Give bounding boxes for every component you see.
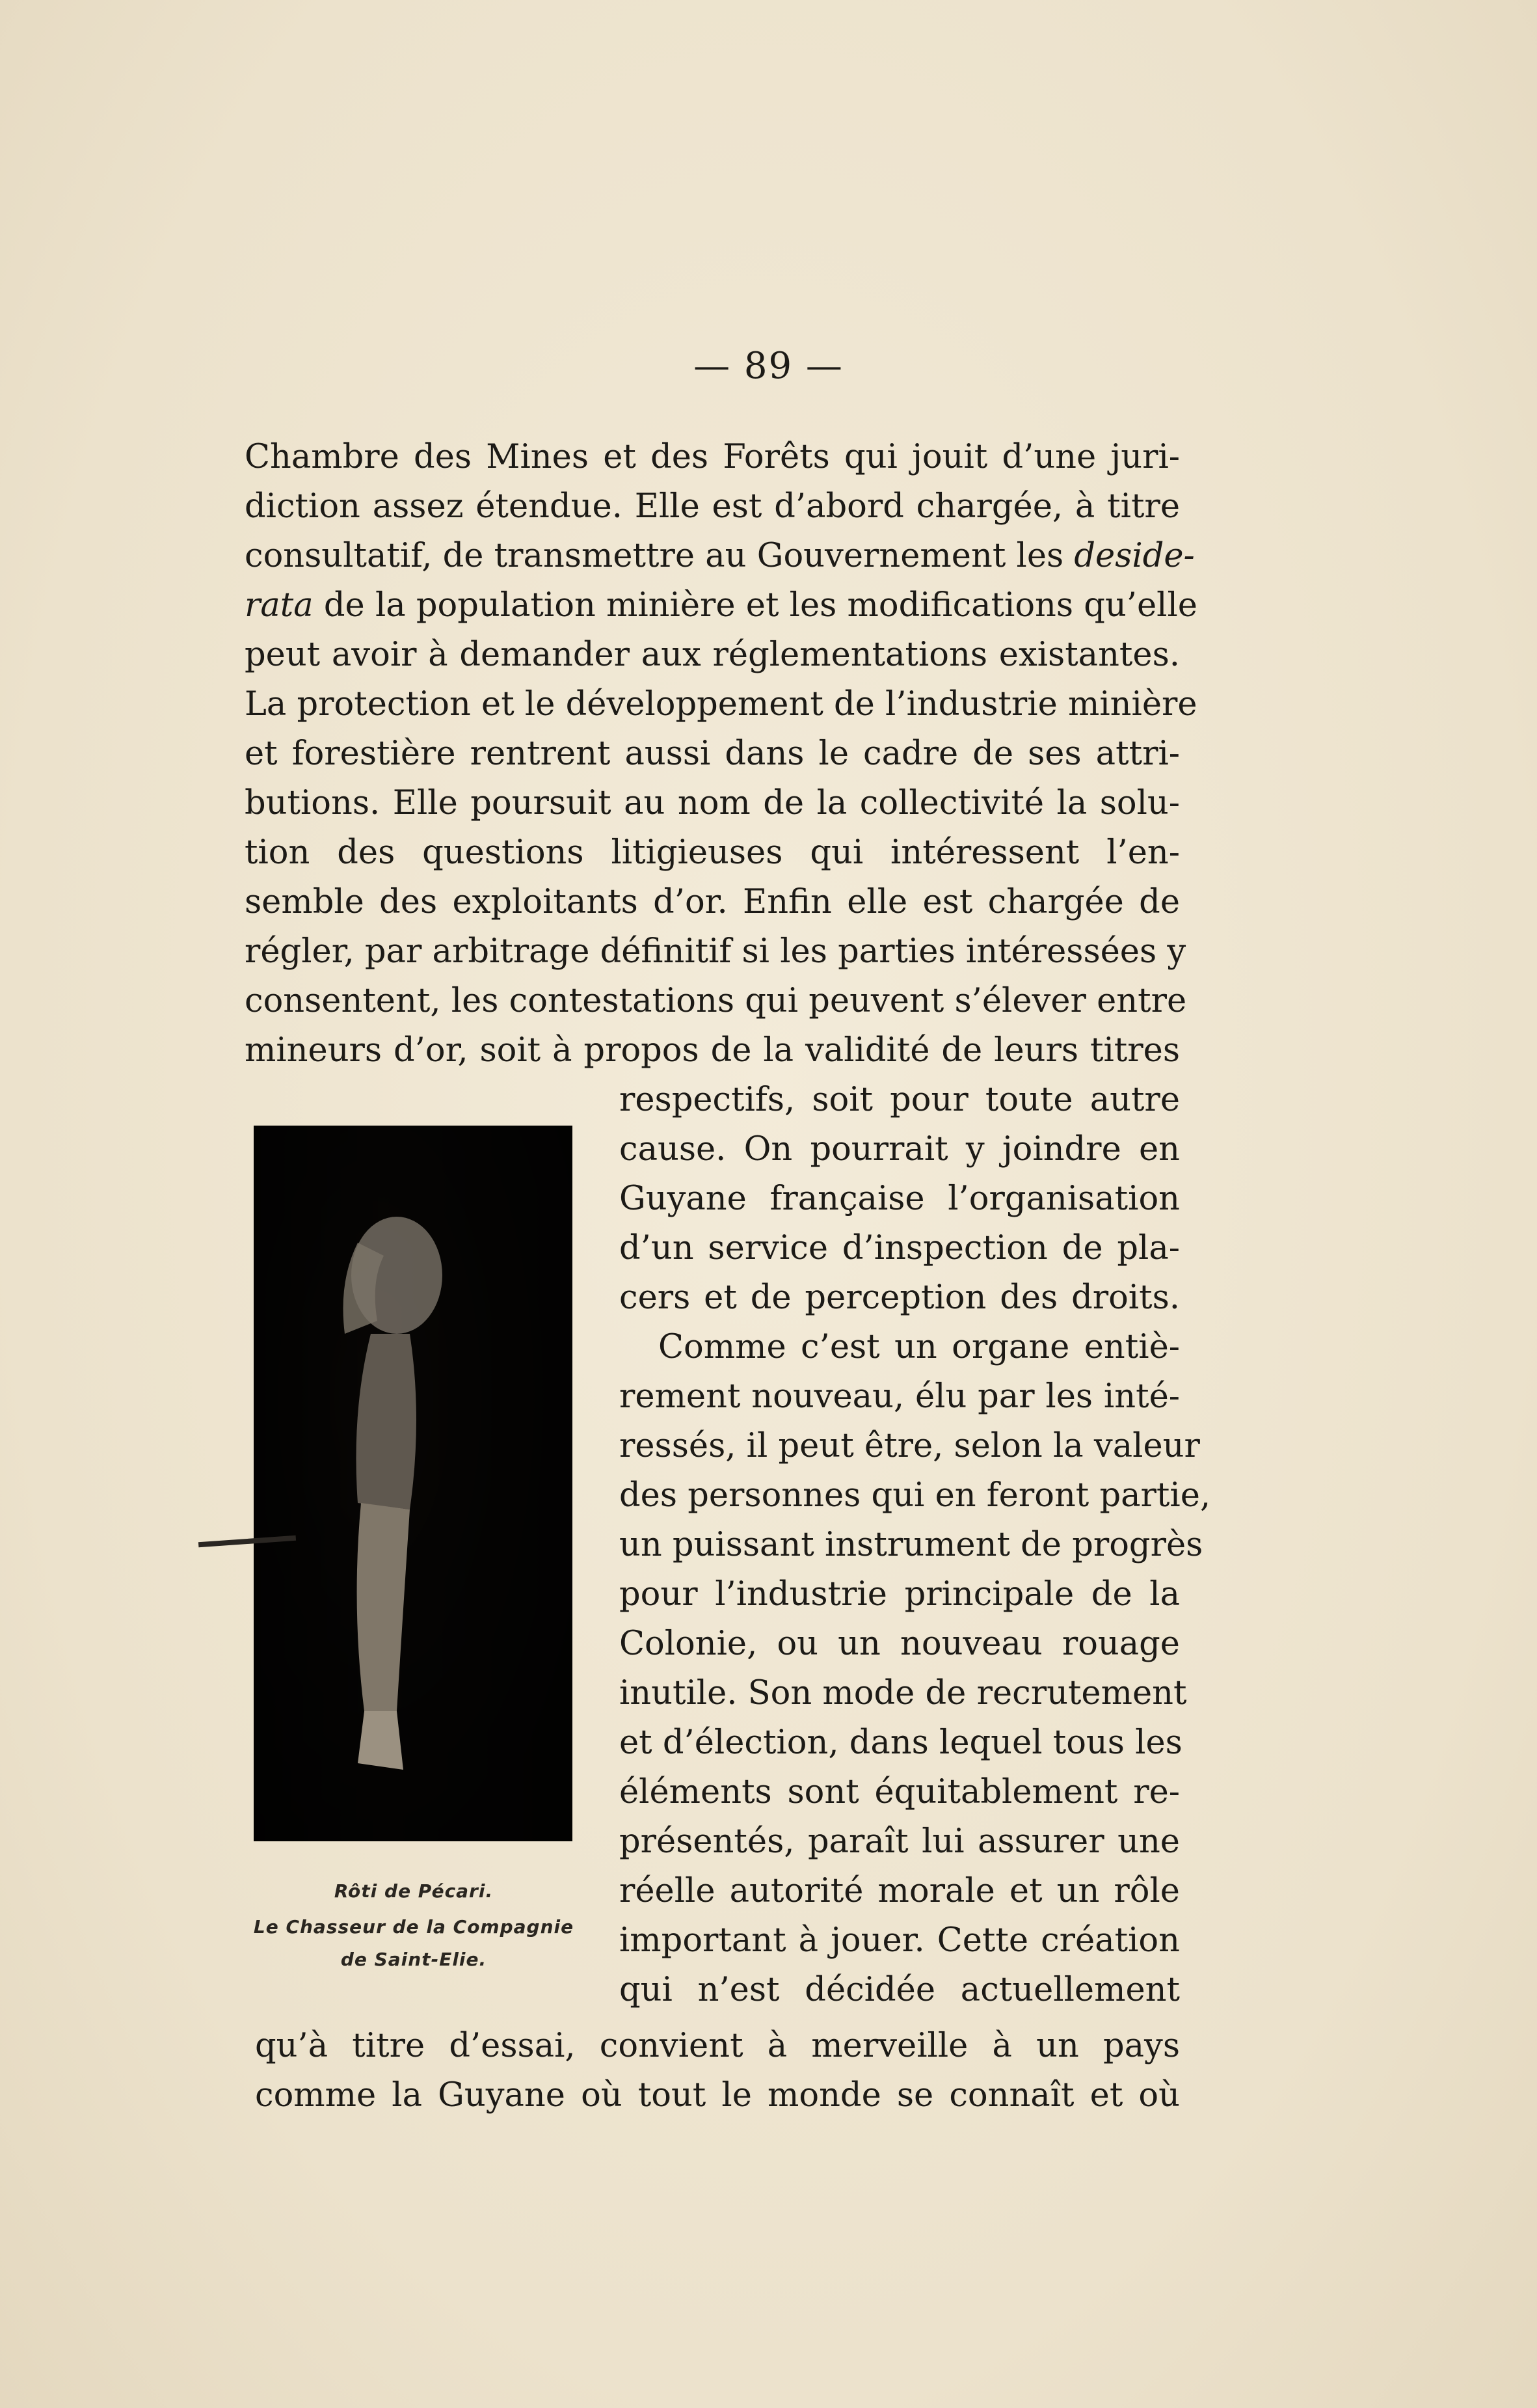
text-line: diction assez étendue. Elle est d’abord chargée, à titre [245, 487, 1180, 526]
text-line: un puissant instrument de progrès [619, 1526, 1203, 1564]
text-line: qu’à titre d’essai, convient à merveille à un pays [255, 2027, 1180, 2065]
text-line: éléments sont équitablement re- [619, 1773, 1180, 1811]
caption-line: de Saint-Elie. [340, 1949, 487, 1970]
italic-word: rata [245, 586, 314, 625]
text-line: Guyane française l’organisation [619, 1180, 1180, 1218]
page-number: — 89 — [693, 345, 844, 387]
text-line: mineurs d’or, soit à propos de la validité de leurs titres [245, 1031, 1180, 1070]
text-line: et forestière rentrent aussi dans le cadre de ses attri- [245, 735, 1180, 773]
text-line: Comme c’est un organe entiè- [658, 1328, 1180, 1366]
text-line [245, 532, 1195, 581]
text-segment: consultatif, de transmettre au Gouvernement les [245, 537, 1075, 575]
text-line: La protection et le développement de l’industrie minière [245, 685, 1197, 724]
text-line: rement nouveau, élu par les inté- [619, 1377, 1180, 1416]
text-line: consentent, les contestations qui peuvent s’élever entre [245, 982, 1187, 1020]
hunter-photo [254, 1126, 572, 1841]
text-line: inutile. Son mode de recrutement [619, 1674, 1187, 1712]
text-line: d’un service d’inspection de pla- [619, 1229, 1180, 1267]
caption-line: Le Chasseur de la Compagnie [253, 1916, 574, 1938]
text-line: qui n’est décidée actuellement [619, 1971, 1180, 2009]
text-line: présentés, paraît lui assurer une [619, 1822, 1180, 1861]
text-segment: de la population minière et les modifications qu’elle [313, 586, 1197, 625]
text-line: réelle autorité morale et un rôle [619, 1872, 1180, 1910]
text-line: tion des questions litigieuses qui intéressent l’en- [245, 833, 1180, 872]
text-line: régler, par arbitrage définitif si les parties intéressées y [245, 932, 1186, 971]
text-line: important à jouer. Cette création [619, 1921, 1180, 1960]
caption-title: Rôti de Pécari. [334, 1880, 494, 1902]
text-line [245, 581, 1197, 630]
italic-word: deside- [1074, 537, 1195, 575]
hunter-figure [299, 1204, 462, 1802]
text-line: pour l’industrie principale de la [619, 1575, 1180, 1614]
text-line: cers et de perception des droits. [619, 1278, 1180, 1317]
text-line: Colonie, ou un nouveau rouage [619, 1625, 1180, 1663]
text-line: cause. On pourrait y joindre en [619, 1130, 1180, 1169]
text-line: et d’élection, dans lequel tous les [619, 1724, 1183, 1762]
text-line: Chambre des Mines et des Forêts qui jouit d’une juri- [245, 438, 1180, 476]
text-line: ressés, il peut être, selon la valeur [619, 1427, 1200, 1465]
text-line: des personnes qui en feront partie, [619, 1476, 1211, 1515]
text-line: semble des exploitants d’or. Enfin elle est chargée de [245, 883, 1180, 921]
text-line: butions. Elle poursuit au nom de la collectivité la solu- [245, 784, 1180, 822]
text-line: comme la Guyane où tout le monde se connaît et où [255, 2076, 1180, 2115]
text-line: peut avoir à demander aux réglementations existantes. [245, 636, 1180, 674]
text-line: respectifs, soit pour toute autre [619, 1081, 1180, 1119]
